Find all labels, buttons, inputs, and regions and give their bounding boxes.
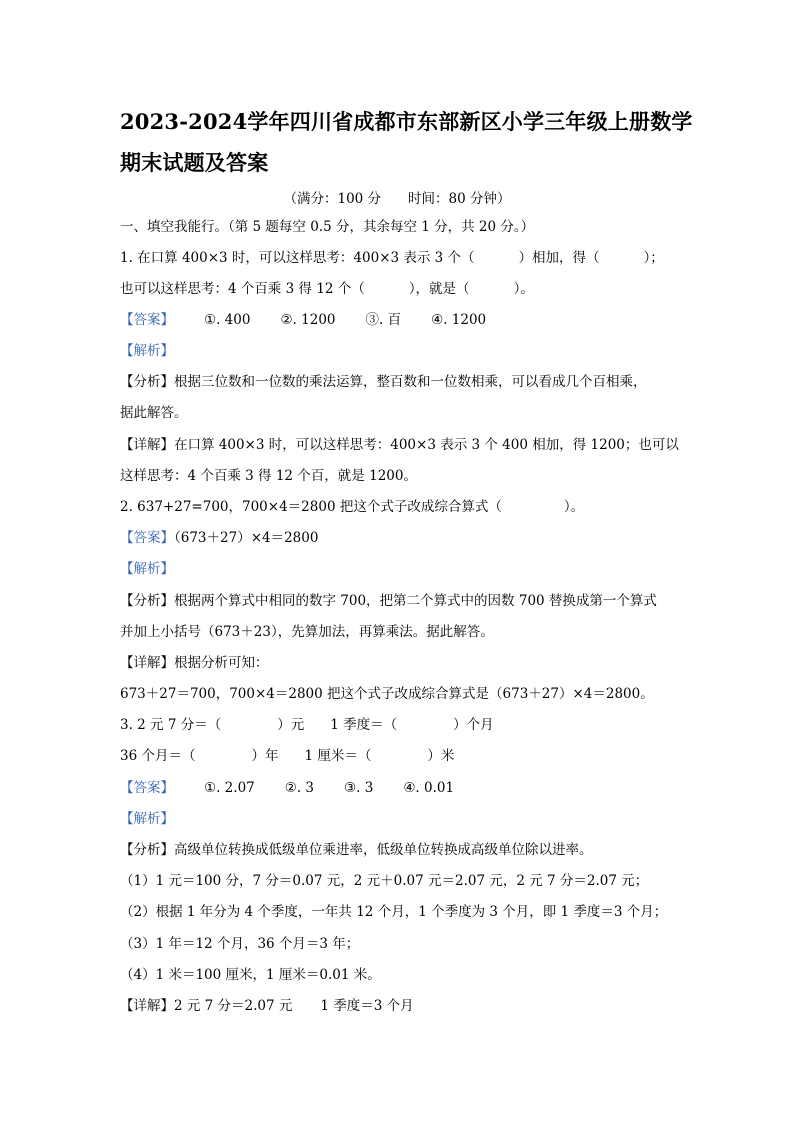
analysis-label: 【解析】 [120,343,174,359]
q3-text-f: ）年 [251,748,279,764]
q3-detail-a: 2 元 7 分＝2.07 元 [174,998,293,1014]
q3-detail-line [120,997,414,1015]
q3-step-2: （2）根据 1 年分为 4 个季度，一年共 12 个月，1 个季度为 3 个月，即 1 季度＝3 个月； [120,904,668,920]
q3-answer-2: ②. 3 [284,780,315,796]
q3-fenxi-text: 高级单位转换成低级单位乘进率，低级单位转换成高级单位除以进率。 [174,842,593,858]
answer-label: 【答案】 [120,530,174,546]
q2-detail-line-2: 673＋27＝700，700×4＝2800 把这个式子改成综合算式是（673＋27）×4＝2800。 [120,686,654,702]
analysis-label: 【解析】 [120,811,174,827]
q3-step-3: （3）1 年＝12 个月，36 个月＝3 年； [120,936,360,952]
q2-detail-text-1: 根据分析可知： [174,655,269,671]
q1-fenxi-text-1: 根据三位数和一位数的乘法运算，整百数和一位数相乘，可以看成几个百相乘， [174,374,647,390]
q3-step-1: （1）1 元＝100 分，7 分＝0.07 元，2 元＋0.07 元＝2.07 元，2 元 7 分＝2.07 元； [120,873,649,889]
q3-detail-b: 1 季度＝3 个月 [320,998,414,1014]
q1-detail-line-2: 这样思考：4 个百乘 3 得 12 个百，就是 1200。 [120,468,417,484]
q2-line-1 [120,498,584,516]
document-title-line-1: 2023-2024学年四川省成都市东部新区小学三年级上册数学 [120,109,693,134]
q3-fenxi-line [120,841,593,859]
q1-text-f: ）。 [513,281,534,297]
q1-answer-3: ③. 百 [365,312,402,328]
q2-fenxi-text-1: 根据两个算式中相同的数字 700，把第二个算式中的因数 700 替换成第一个算式 [174,593,657,609]
q1-answer-2: ②. 1200 [280,312,336,328]
q3-answer-4: ④. 0.01 [403,780,455,796]
score-time-info: （满分：100 分 时间：80 分钟） [283,191,511,207]
q1-text-c: ）； [643,250,664,266]
q2-fenxi-line-2: 并加上小括号（673＋23），先算加法，再算乘法。据此解答。 [120,624,494,640]
q3-answer-3: ③. 3 [344,780,374,796]
q1-answer-1: ①. 400 [204,312,251,328]
q1-text-b: ）相加，得（ [518,250,600,266]
q1-text-e: ），就是（ [408,281,470,297]
q1-answer-row [120,311,486,329]
q1-fenxi-line-1 [120,373,647,391]
q2-text-b: ）。 [563,499,585,515]
q3-line-1 [120,716,494,734]
q1-line-2 [120,280,534,298]
q3-text-e: 36 个月＝（ [120,748,196,764]
q3-text-b: ）元 [277,717,305,733]
fenxi-label: 【分析】 [120,374,174,390]
answer-label: 【答案】 [120,780,174,796]
fenxi-label: 【分析】 [120,842,174,858]
section-1-heading: 一、填空我能行。（第 5 题每空 0.5 分，其余每空 1 分，共 20 分。） [120,219,535,235]
detail-label: 【详解】 [120,998,174,1014]
q1-fenxi-line-2: 据此解答。 [120,405,188,421]
q3-text-d: ）个月 [453,717,494,733]
q3-step-4: （4）1 米＝100 厘米，1 厘米＝0.01 米。 [120,967,381,983]
q3-answer-1: ①. 2.07 [204,780,255,796]
q2-text-a: 2. 637+27=700，700×4＝2800 把这个式子改成综合算式（ [120,499,502,515]
q2-fenxi-line-1 [120,592,657,610]
q1-detail-text-1: 在口算 400×3 时，可以这样思考：400×3 表示 3 个 400 相加，得 1200；也可以 [174,437,679,453]
q1-answer-4: ④. 1200 [431,312,487,328]
detail-label: 【详解】 [120,655,174,671]
q1-line-1 [120,249,664,267]
q3-line-2 [120,747,454,765]
q1-detail-line-1 [120,436,679,454]
q3-answer-row [120,779,454,797]
q3-text-c: 1 季度＝（ [330,717,398,733]
q3-text-a: 3. 2 元 7 分＝（ [120,717,222,733]
q2-analysis-label [120,560,174,578]
q3-analysis-label [120,810,174,828]
q1-text-d: 也可以这样思考：4 个百乘 3 得 12 个（ [120,281,365,297]
fenxi-label: 【分析】 [120,593,174,609]
q1-text-a: 1. 在口算 400×3 时，可以这样思考：400×3 表示 3 个（ [120,250,475,266]
q3-text-h: ）米 [427,748,455,764]
q2-answer-row [120,529,318,547]
analysis-label: 【解析】 [120,561,174,577]
detail-label: 【详解】 [120,437,174,453]
q1-analysis-label [120,342,174,360]
document-title-line-2: 期末试题及答案 [120,150,269,175]
q2-answer: （673＋27）×4＝2800 [174,530,319,546]
q3-text-g: 1 厘米＝（ [304,748,372,764]
q2-detail-line-1 [120,654,269,672]
answer-label: 【答案】 [120,312,174,328]
